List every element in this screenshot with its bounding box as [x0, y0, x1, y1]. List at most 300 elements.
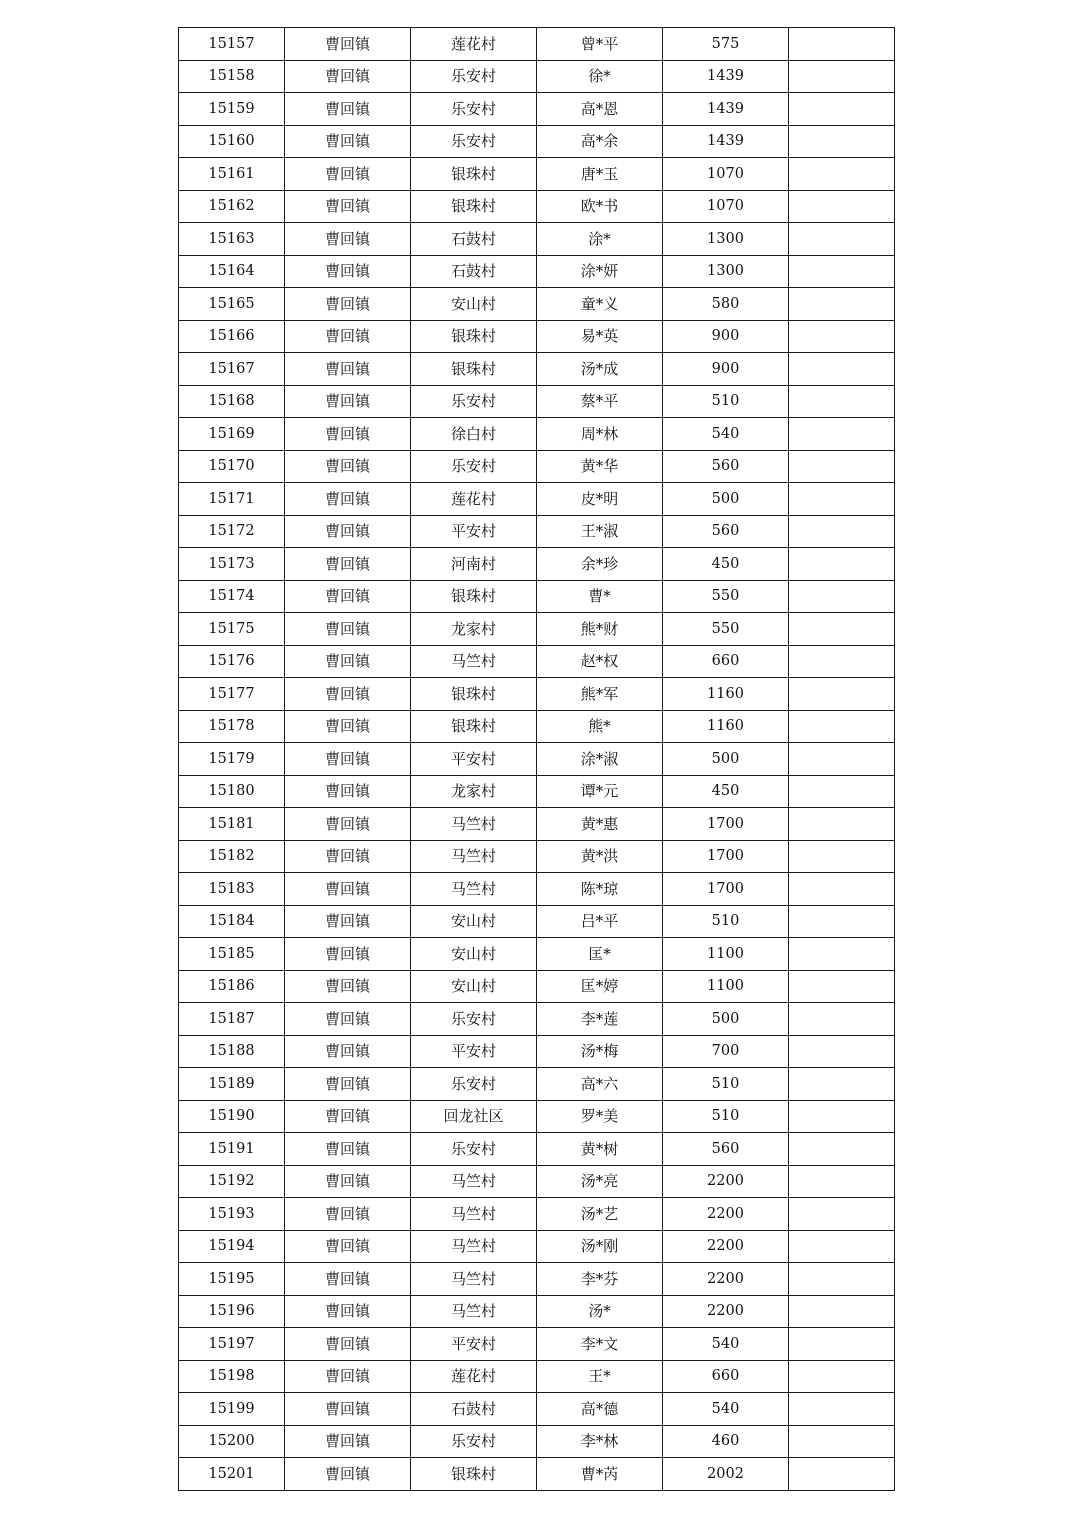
cell-remarks — [789, 1458, 895, 1491]
cell-amount: 540 — [663, 418, 789, 451]
table-row — [179, 1458, 895, 1491]
cell-village: 石鼓村 — [411, 223, 537, 256]
cell-village: 银珠村 — [411, 158, 537, 191]
cell-serial-number: 15168 — [179, 385, 285, 418]
cell-amount: 2200 — [663, 1198, 789, 1231]
cell-town: 曹回镇 — [285, 93, 411, 126]
cell-person-name: 周*林 — [537, 418, 663, 451]
cell-person-name: 汤*梅 — [537, 1035, 663, 1068]
cell-village: 回龙社区 — [411, 1100, 537, 1133]
cell-amount: 2200 — [663, 1263, 789, 1296]
cell-village: 龙家村 — [411, 775, 537, 808]
cell-village: 莲花村 — [411, 1360, 537, 1393]
cell-serial-number: 15159 — [179, 93, 285, 126]
cell-town: 曹回镇 — [285, 1003, 411, 1036]
cell-remarks — [789, 548, 895, 581]
cell-town: 曹回镇 — [285, 385, 411, 418]
cell-amount: 900 — [663, 320, 789, 353]
cell-person-name: 熊*财 — [537, 613, 663, 646]
cell-amount: 1100 — [663, 970, 789, 1003]
cell-serial-number: 15197 — [179, 1328, 285, 1361]
cell-serial-number: 15174 — [179, 580, 285, 613]
cell-amount: 450 — [663, 548, 789, 581]
cell-town: 曹回镇 — [285, 775, 411, 808]
cell-town: 曹回镇 — [285, 1230, 411, 1263]
table-row — [179, 125, 895, 158]
cell-person-name: 黄*惠 — [537, 808, 663, 841]
cell-person-name: 赵*权 — [537, 645, 663, 678]
cell-person-name: 汤*刚 — [537, 1230, 663, 1263]
roster-table — [178, 27, 895, 1491]
cell-remarks — [789, 190, 895, 223]
cell-village: 马竺村 — [411, 1198, 537, 1231]
cell-serial-number: 15183 — [179, 873, 285, 906]
cell-amount: 560 — [663, 1133, 789, 1166]
cell-person-name: 汤* — [537, 1295, 663, 1328]
cell-town: 曹回镇 — [285, 580, 411, 613]
cell-serial-number: 15175 — [179, 613, 285, 646]
table-row — [179, 255, 895, 288]
cell-person-name: 罗*美 — [537, 1100, 663, 1133]
cell-village: 银珠村 — [411, 190, 537, 223]
cell-serial-number: 15177 — [179, 678, 285, 711]
table-row — [179, 580, 895, 613]
cell-remarks — [789, 840, 895, 873]
cell-amount: 660 — [663, 1360, 789, 1393]
cell-person-name: 黄*华 — [537, 450, 663, 483]
cell-serial-number: 15170 — [179, 450, 285, 483]
cell-serial-number: 15196 — [179, 1295, 285, 1328]
cell-remarks — [789, 1328, 895, 1361]
cell-town: 曹回镇 — [285, 190, 411, 223]
cell-village: 龙家村 — [411, 613, 537, 646]
cell-remarks — [789, 970, 895, 1003]
cell-town: 曹回镇 — [285, 970, 411, 1003]
cell-person-name: 高*余 — [537, 125, 663, 158]
cell-remarks — [789, 743, 895, 776]
cell-remarks — [789, 1003, 895, 1036]
cell-village: 安山村 — [411, 288, 537, 321]
cell-serial-number: 15194 — [179, 1230, 285, 1263]
cell-village: 平安村 — [411, 515, 537, 548]
cell-town: 曹回镇 — [285, 28, 411, 61]
cell-remarks — [789, 1360, 895, 1393]
cell-remarks — [789, 580, 895, 613]
table-row — [179, 1295, 895, 1328]
cell-village: 乐安村 — [411, 1133, 537, 1166]
cell-town: 曹回镇 — [285, 905, 411, 938]
table-row — [179, 1360, 895, 1393]
cell-village: 平安村 — [411, 743, 537, 776]
cell-town: 曹回镇 — [285, 808, 411, 841]
cell-serial-number: 15180 — [179, 775, 285, 808]
cell-person-name: 熊* — [537, 710, 663, 743]
cell-serial-number: 15158 — [179, 60, 285, 93]
cell-amount: 580 — [663, 288, 789, 321]
cell-village: 银珠村 — [411, 1458, 537, 1491]
cell-amount: 1160 — [663, 678, 789, 711]
cell-town: 曹回镇 — [285, 613, 411, 646]
cell-person-name: 熊*军 — [537, 678, 663, 711]
cell-serial-number: 15169 — [179, 418, 285, 451]
cell-town: 曹回镇 — [285, 548, 411, 581]
cell-town: 曹回镇 — [285, 515, 411, 548]
cell-amount: 1300 — [663, 255, 789, 288]
cell-serial-number: 15185 — [179, 938, 285, 971]
cell-town: 曹回镇 — [285, 320, 411, 353]
cell-person-name: 王*淑 — [537, 515, 663, 548]
cell-serial-number: 15191 — [179, 1133, 285, 1166]
cell-town: 曹回镇 — [285, 1393, 411, 1426]
table-row — [179, 320, 895, 353]
cell-amount: 1160 — [663, 710, 789, 743]
cell-amount: 1439 — [663, 93, 789, 126]
cell-person-name: 匡* — [537, 938, 663, 971]
cell-person-name: 高*恩 — [537, 93, 663, 126]
cell-remarks — [789, 385, 895, 418]
cell-village: 乐安村 — [411, 93, 537, 126]
cell-remarks — [789, 1068, 895, 1101]
cell-town: 曹回镇 — [285, 1133, 411, 1166]
cell-person-name: 皮*明 — [537, 483, 663, 516]
table-row — [179, 1035, 895, 1068]
cell-serial-number: 15157 — [179, 28, 285, 61]
cell-town: 曹回镇 — [285, 1035, 411, 1068]
cell-person-name: 欧*书 — [537, 190, 663, 223]
cell-amount: 575 — [663, 28, 789, 61]
cell-amount: 510 — [663, 905, 789, 938]
cell-amount: 1700 — [663, 840, 789, 873]
table-row — [179, 905, 895, 938]
cell-person-name: 李*文 — [537, 1328, 663, 1361]
cell-village: 乐安村 — [411, 125, 537, 158]
cell-town: 曹回镇 — [285, 873, 411, 906]
table-row — [179, 808, 895, 841]
cell-serial-number: 15179 — [179, 743, 285, 776]
table-row — [179, 1003, 895, 1036]
cell-town: 曹回镇 — [285, 125, 411, 158]
table-row — [179, 548, 895, 581]
cell-village: 乐安村 — [411, 60, 537, 93]
cell-serial-number: 15193 — [179, 1198, 285, 1231]
cell-town: 曹回镇 — [285, 450, 411, 483]
table-row — [179, 93, 895, 126]
table-row — [179, 938, 895, 971]
cell-amount: 560 — [663, 450, 789, 483]
table-row — [179, 385, 895, 418]
cell-village: 马竺村 — [411, 1295, 537, 1328]
table-row — [179, 1230, 895, 1263]
roster-table-body — [179, 28, 895, 1491]
cell-village: 安山村 — [411, 970, 537, 1003]
cell-amount: 2200 — [663, 1230, 789, 1263]
cell-serial-number: 15186 — [179, 970, 285, 1003]
cell-person-name: 徐* — [537, 60, 663, 93]
cell-village: 乐安村 — [411, 450, 537, 483]
cell-remarks — [789, 125, 895, 158]
table-row — [179, 1425, 895, 1458]
cell-serial-number: 15162 — [179, 190, 285, 223]
cell-serial-number: 15172 — [179, 515, 285, 548]
cell-village: 安山村 — [411, 938, 537, 971]
cell-village: 银珠村 — [411, 678, 537, 711]
table-row — [179, 1328, 895, 1361]
cell-amount: 2200 — [663, 1295, 789, 1328]
cell-village: 银珠村 — [411, 710, 537, 743]
cell-town: 曹回镇 — [285, 288, 411, 321]
cell-person-name: 吕*平 — [537, 905, 663, 938]
cell-town: 曹回镇 — [285, 255, 411, 288]
cell-person-name: 曾*平 — [537, 28, 663, 61]
cell-person-name: 涂*妍 — [537, 255, 663, 288]
cell-amount: 500 — [663, 1003, 789, 1036]
table-row — [179, 1068, 895, 1101]
cell-remarks — [789, 645, 895, 678]
table-row — [179, 743, 895, 776]
cell-amount: 1300 — [663, 223, 789, 256]
table-row — [179, 1133, 895, 1166]
cell-remarks — [789, 678, 895, 711]
cell-serial-number: 15200 — [179, 1425, 285, 1458]
cell-person-name: 汤*成 — [537, 353, 663, 386]
cell-remarks — [789, 158, 895, 191]
cell-serial-number: 15166 — [179, 320, 285, 353]
cell-remarks — [789, 1263, 895, 1296]
cell-amount: 550 — [663, 613, 789, 646]
cell-amount: 1070 — [663, 190, 789, 223]
cell-serial-number: 15198 — [179, 1360, 285, 1393]
cell-remarks — [789, 1100, 895, 1133]
cell-village: 马竺村 — [411, 645, 537, 678]
cell-town: 曹回镇 — [285, 710, 411, 743]
cell-town: 曹回镇 — [285, 1360, 411, 1393]
cell-serial-number: 15188 — [179, 1035, 285, 1068]
cell-amount: 1700 — [663, 873, 789, 906]
table-row — [179, 190, 895, 223]
cell-serial-number: 15187 — [179, 1003, 285, 1036]
cell-person-name: 高*六 — [537, 1068, 663, 1101]
cell-village: 银珠村 — [411, 353, 537, 386]
table-row — [179, 450, 895, 483]
cell-amount: 510 — [663, 1068, 789, 1101]
cell-remarks — [789, 1393, 895, 1426]
cell-remarks — [789, 1035, 895, 1068]
cell-amount: 500 — [663, 743, 789, 776]
cell-serial-number: 15171 — [179, 483, 285, 516]
cell-serial-number: 15189 — [179, 1068, 285, 1101]
cell-village: 石鼓村 — [411, 255, 537, 288]
cell-amount: 500 — [663, 483, 789, 516]
cell-town: 曹回镇 — [285, 418, 411, 451]
cell-town: 曹回镇 — [285, 158, 411, 191]
cell-person-name: 汤*艺 — [537, 1198, 663, 1231]
cell-remarks — [789, 1165, 895, 1198]
cell-remarks — [789, 1133, 895, 1166]
cell-town: 曹回镇 — [285, 1263, 411, 1296]
cell-amount: 700 — [663, 1035, 789, 1068]
cell-village: 乐安村 — [411, 1068, 537, 1101]
table-row — [179, 678, 895, 711]
cell-amount: 1439 — [663, 60, 789, 93]
cell-person-name: 李*芬 — [537, 1263, 663, 1296]
cell-amount: 1700 — [663, 808, 789, 841]
cell-remarks — [789, 223, 895, 256]
cell-village: 乐安村 — [411, 1003, 537, 1036]
table-row — [179, 1100, 895, 1133]
cell-person-name: 蔡*平 — [537, 385, 663, 418]
cell-person-name: 李*林 — [537, 1425, 663, 1458]
cell-village: 石鼓村 — [411, 1393, 537, 1426]
cell-person-name: 王* — [537, 1360, 663, 1393]
cell-serial-number: 15184 — [179, 905, 285, 938]
cell-person-name: 黄*洪 — [537, 840, 663, 873]
cell-remarks — [789, 1425, 895, 1458]
table-row — [179, 1263, 895, 1296]
table-row — [179, 28, 895, 61]
cell-village: 马竺村 — [411, 1263, 537, 1296]
table-row — [179, 613, 895, 646]
cell-town: 曹回镇 — [285, 1295, 411, 1328]
cell-remarks — [789, 515, 895, 548]
cell-remarks — [789, 418, 895, 451]
cell-remarks — [789, 1198, 895, 1231]
table-row — [179, 840, 895, 873]
cell-village: 乐安村 — [411, 385, 537, 418]
cell-amount: 1070 — [663, 158, 789, 191]
cell-town: 曹回镇 — [285, 938, 411, 971]
cell-town: 曹回镇 — [285, 840, 411, 873]
cell-remarks — [789, 710, 895, 743]
cell-town: 曹回镇 — [285, 223, 411, 256]
cell-remarks — [789, 255, 895, 288]
cell-village: 莲花村 — [411, 483, 537, 516]
cell-remarks — [789, 775, 895, 808]
cell-town: 曹回镇 — [285, 1198, 411, 1231]
cell-amount: 540 — [663, 1328, 789, 1361]
cell-village: 乐安村 — [411, 1425, 537, 1458]
cell-person-name: 易*英 — [537, 320, 663, 353]
cell-amount: 2002 — [663, 1458, 789, 1491]
cell-serial-number: 15192 — [179, 1165, 285, 1198]
cell-village: 马竺村 — [411, 1165, 537, 1198]
cell-village: 银珠村 — [411, 580, 537, 613]
cell-remarks — [789, 613, 895, 646]
cell-serial-number: 15165 — [179, 288, 285, 321]
cell-remarks — [789, 905, 895, 938]
cell-remarks — [789, 93, 895, 126]
table-row — [179, 515, 895, 548]
cell-amount: 510 — [663, 385, 789, 418]
cell-serial-number: 15163 — [179, 223, 285, 256]
cell-person-name: 曹* — [537, 580, 663, 613]
cell-person-name: 高*德 — [537, 1393, 663, 1426]
cell-person-name: 李*莲 — [537, 1003, 663, 1036]
cell-person-name: 谭*元 — [537, 775, 663, 808]
cell-serial-number: 15173 — [179, 548, 285, 581]
cell-serial-number: 15176 — [179, 645, 285, 678]
table-row — [179, 1165, 895, 1198]
cell-serial-number: 15160 — [179, 125, 285, 158]
table-row — [179, 873, 895, 906]
cell-remarks — [789, 28, 895, 61]
cell-remarks — [789, 60, 895, 93]
cell-serial-number: 15178 — [179, 710, 285, 743]
cell-person-name: 曹*芮 — [537, 1458, 663, 1491]
cell-village: 平安村 — [411, 1328, 537, 1361]
cell-person-name: 余*珍 — [537, 548, 663, 581]
cell-town: 曹回镇 — [285, 1458, 411, 1491]
cell-serial-number: 15199 — [179, 1393, 285, 1426]
table-row — [179, 483, 895, 516]
cell-serial-number: 15161 — [179, 158, 285, 191]
cell-remarks — [789, 1295, 895, 1328]
cell-person-name: 陈*琼 — [537, 873, 663, 906]
table-row — [179, 418, 895, 451]
table-row — [179, 158, 895, 191]
cell-serial-number: 15195 — [179, 1263, 285, 1296]
table-row — [179, 288, 895, 321]
cell-village: 平安村 — [411, 1035, 537, 1068]
cell-village: 徐白村 — [411, 418, 537, 451]
cell-serial-number: 15182 — [179, 840, 285, 873]
table-row — [179, 353, 895, 386]
cell-town: 曹回镇 — [285, 1068, 411, 1101]
cell-remarks — [789, 320, 895, 353]
cell-town: 曹回镇 — [285, 483, 411, 516]
cell-village: 马竺村 — [411, 1230, 537, 1263]
cell-serial-number: 15181 — [179, 808, 285, 841]
cell-town: 曹回镇 — [285, 743, 411, 776]
cell-serial-number: 15201 — [179, 1458, 285, 1491]
cell-amount: 540 — [663, 1393, 789, 1426]
cell-remarks — [789, 288, 895, 321]
cell-person-name: 童*义 — [537, 288, 663, 321]
cell-remarks — [789, 938, 895, 971]
cell-serial-number: 15164 — [179, 255, 285, 288]
cell-remarks — [789, 483, 895, 516]
cell-person-name: 汤*亮 — [537, 1165, 663, 1198]
cell-village: 马竺村 — [411, 873, 537, 906]
cell-person-name: 涂*淑 — [537, 743, 663, 776]
table-row — [179, 970, 895, 1003]
table-row — [179, 223, 895, 256]
table-row — [179, 710, 895, 743]
cell-serial-number: 15167 — [179, 353, 285, 386]
cell-village: 莲花村 — [411, 28, 537, 61]
cell-town: 曹回镇 — [285, 645, 411, 678]
cell-amount: 510 — [663, 1100, 789, 1133]
cell-person-name: 黄*树 — [537, 1133, 663, 1166]
cell-remarks — [789, 353, 895, 386]
table-row — [179, 1393, 895, 1426]
cell-town: 曹回镇 — [285, 678, 411, 711]
cell-amount: 560 — [663, 515, 789, 548]
cell-amount: 460 — [663, 1425, 789, 1458]
cell-amount: 660 — [663, 645, 789, 678]
cell-village: 马竺村 — [411, 808, 537, 841]
cell-remarks — [789, 808, 895, 841]
cell-town: 曹回镇 — [285, 353, 411, 386]
cell-village: 马竺村 — [411, 840, 537, 873]
cell-amount: 1100 — [663, 938, 789, 971]
cell-town: 曹回镇 — [285, 60, 411, 93]
cell-amount: 1439 — [663, 125, 789, 158]
cell-town: 曹回镇 — [285, 1100, 411, 1133]
cell-town: 曹回镇 — [285, 1425, 411, 1458]
cell-remarks — [789, 1230, 895, 1263]
cell-village: 银珠村 — [411, 320, 537, 353]
cell-village: 河南村 — [411, 548, 537, 581]
